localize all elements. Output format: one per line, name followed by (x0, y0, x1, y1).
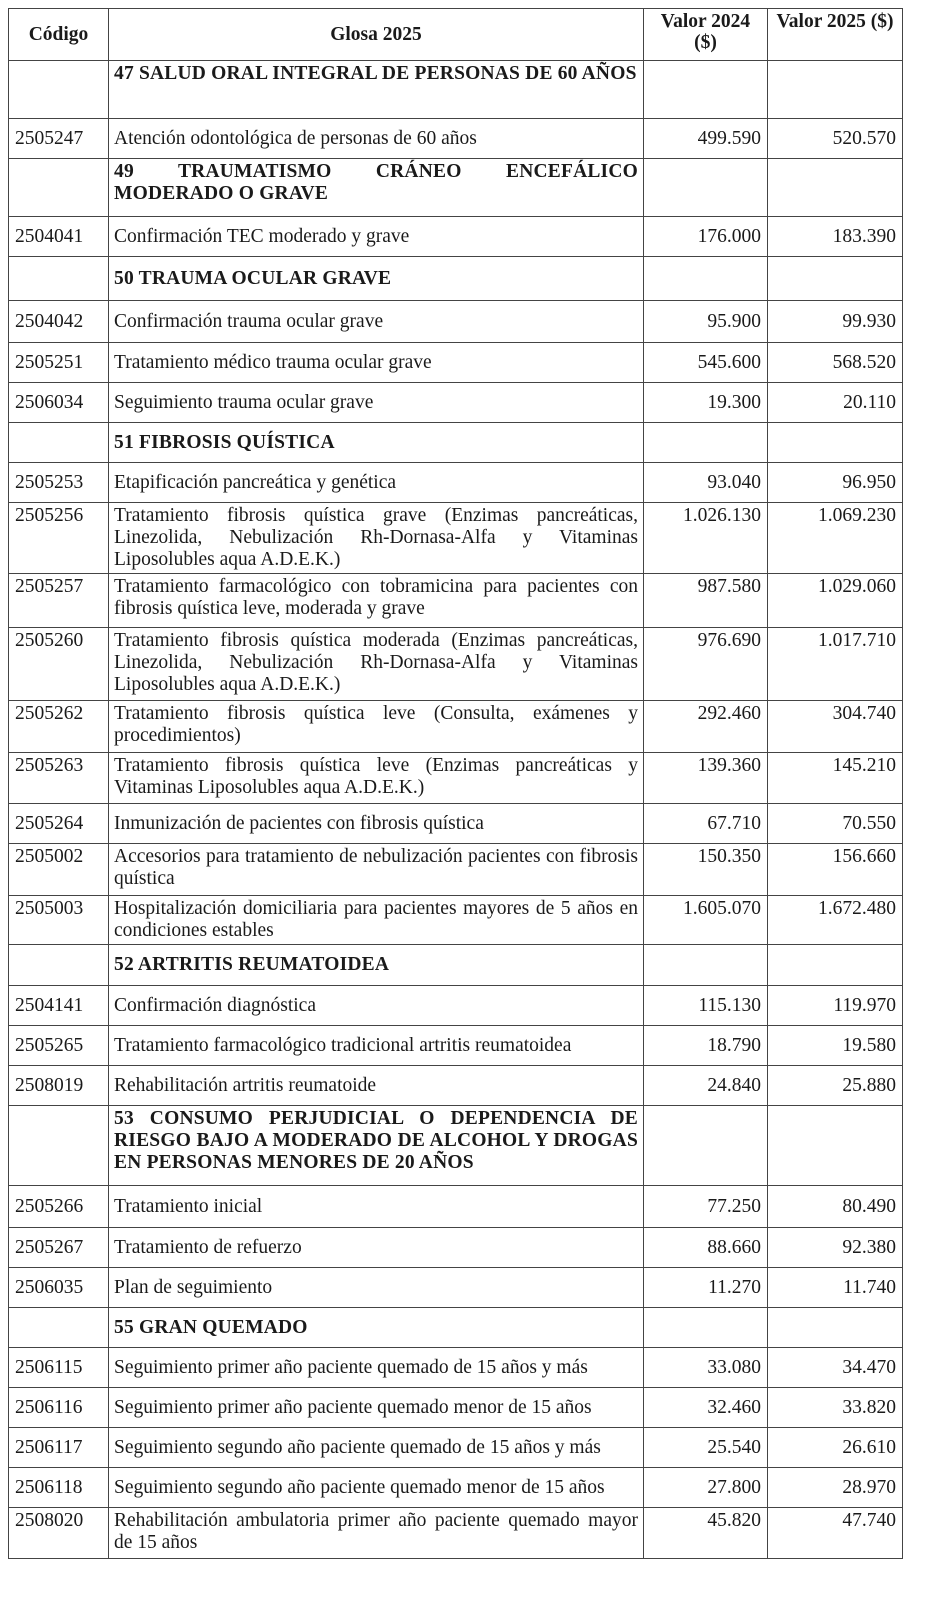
glosa-cell: Tratamiento fibrosis quística leve (Enzimas pancreáticas y Vitaminas Liposolubles aqua A.D.E.K.) (109, 753, 644, 804)
codigo-cell: 2506115 (9, 1348, 109, 1388)
codigo-cell: 2505247 (9, 119, 109, 159)
codigo-cell (9, 61, 109, 119)
codigo-cell (9, 1308, 109, 1348)
valor-2024-cell: 93.040 (644, 463, 768, 503)
codigo-cell: 2505263 (9, 753, 109, 804)
codigo-cell: 2506035 (9, 1268, 109, 1308)
valor-2024-cell (644, 1106, 768, 1186)
table-row (9, 1388, 903, 1428)
table-row (9, 383, 903, 423)
codigo-cell: 2505267 (9, 1228, 109, 1268)
codigo-cell: 2504042 (9, 301, 109, 343)
valor-2024-cell: 11.270 (644, 1268, 768, 1308)
codigo-cell: 2505260 (9, 628, 109, 701)
valor-2025-cell (768, 257, 903, 301)
valor-2025-cell: 33.820 (768, 1388, 903, 1428)
valor-2024-cell: 176.000 (644, 217, 768, 257)
valor-2024-cell (644, 257, 768, 301)
glosa-cell: Hospitalización domiciliaria para pacientes mayores de 5 años en condiciones estables (109, 896, 644, 945)
glosa-cell: Confirmación TEC moderado y grave (109, 217, 644, 257)
table-row (9, 1508, 903, 1559)
valor-2025-cell: 520.570 (768, 119, 903, 159)
valor-2024-cell: 1.605.070 (644, 896, 768, 945)
section-row (9, 1106, 903, 1186)
glosa-cell: Confirmación trauma ocular grave (109, 301, 644, 343)
valor-2024-cell: 25.540 (644, 1428, 768, 1468)
table-header-row (9, 9, 903, 61)
valor-2024-cell: 67.710 (644, 804, 768, 844)
glosa-cell: 49 TRAUMATISMO CRÁNEO ENCEFÁLICO MODERADO O GRAVE (109, 159, 644, 217)
codigo-cell: 2505264 (9, 804, 109, 844)
codigo-cell: 2508020 (9, 1508, 109, 1559)
codigo-cell: 2505251 (9, 343, 109, 383)
section-row (9, 423, 903, 463)
glosa-cell: Etapificación pancreática y genética (109, 463, 644, 503)
glosa-cell: Tratamiento farmacológico con tobramicina para pacientes con fibrosis quística leve, moderada y grave (109, 574, 644, 628)
codigo-cell (9, 257, 109, 301)
valor-2024-cell (644, 423, 768, 463)
glosa-cell: Tratamiento médico trauma ocular grave (109, 343, 644, 383)
valor-2024-cell: 24.840 (644, 1066, 768, 1106)
valor-2025-cell: 70.550 (768, 804, 903, 844)
valor-2025-cell: 47.740 (768, 1508, 903, 1559)
section-row (9, 257, 903, 301)
glosa-cell: 55 GRAN QUEMADO (109, 1308, 644, 1348)
glosa-cell: Plan de seguimiento (109, 1268, 644, 1308)
valor-2024-cell: 545.600 (644, 343, 768, 383)
table-row (9, 217, 903, 257)
valor-2024-cell: 292.460 (644, 701, 768, 753)
codigo-cell (9, 159, 109, 217)
header-valor-2024: Valor 2024 ($) (644, 9, 768, 61)
codigo-cell: 2505266 (9, 1186, 109, 1228)
valor-2025-cell: 80.490 (768, 1186, 903, 1228)
valor-2025-cell: 96.950 (768, 463, 903, 503)
codigo-cell (9, 423, 109, 463)
glosa-cell: Confirmación diagnóstica (109, 986, 644, 1026)
codigo-cell: 2506118 (9, 1468, 109, 1508)
valor-2024-cell: 77.250 (644, 1186, 768, 1228)
table-row (9, 896, 903, 945)
table-row (9, 1228, 903, 1268)
codigo-cell: 2506117 (9, 1428, 109, 1468)
valor-2024-cell: 18.790 (644, 1026, 768, 1066)
valor-2025-cell: 99.930 (768, 301, 903, 343)
table-row (9, 343, 903, 383)
valor-2024-cell: 33.080 (644, 1348, 768, 1388)
valor-2024-cell: 88.660 (644, 1228, 768, 1268)
valor-2024-cell: 987.580 (644, 574, 768, 628)
glosa-cell: Tratamiento inicial (109, 1186, 644, 1228)
glosa-cell: Rehabilitación ambulatoria primer año paciente quemado mayor de 15 años (109, 1508, 644, 1559)
valor-2024-cell: 1.026.130 (644, 503, 768, 574)
valor-2024-cell: 27.800 (644, 1468, 768, 1508)
glosa-cell: Inmunización de pacientes con fibrosis quística (109, 804, 644, 844)
valor-2025-cell: 1.017.710 (768, 628, 903, 701)
valor-2025-cell (768, 61, 903, 119)
section-row (9, 61, 903, 119)
table-row (9, 628, 903, 701)
glosa-cell: Rehabilitación artritis reumatoide (109, 1066, 644, 1106)
codigo-cell: 2506116 (9, 1388, 109, 1428)
valor-2024-cell: 115.130 (644, 986, 768, 1026)
valor-2025-cell (768, 423, 903, 463)
valor-2025-cell: 156.660 (768, 844, 903, 896)
valor-2024-cell: 150.350 (644, 844, 768, 896)
glosa-cell: Seguimiento segundo año paciente quemado menor de 15 años (109, 1468, 644, 1508)
table-row (9, 503, 903, 574)
glosa-cell: Seguimiento trauma ocular grave (109, 383, 644, 423)
table-row (9, 804, 903, 844)
table-row (9, 753, 903, 804)
codigo-cell: 2505256 (9, 503, 109, 574)
valor-2024-cell: 139.360 (644, 753, 768, 804)
valor-2025-cell: 568.520 (768, 343, 903, 383)
header-codigo: Código (9, 9, 109, 61)
table-row (9, 1268, 903, 1308)
glosa-cell: 53 CONSUMO PERJUDICIAL O DEPENDENCIA DE RIESGO BAJO A MODERADO DE ALCOHOL Y DROGAS EN PERSONAS MENORES DE 20 AÑOS (109, 1106, 644, 1186)
valor-2025-cell: 92.380 (768, 1228, 903, 1268)
table-row (9, 1026, 903, 1066)
glosa-cell: Accesorios para tratamiento de nebulización pacientes con fibrosis quística (109, 844, 644, 896)
valor-2025-cell: 26.610 (768, 1428, 903, 1468)
codigo-cell: 2508019 (9, 1066, 109, 1106)
glosa-cell: Tratamiento fibrosis quística grave (Enzimas pancreáticas, Linezolida, Nebulización Rh-Dornasa-Alfa y Vitaminas Liposolubles aqua A.D.E.K.) (109, 503, 644, 574)
glosa-cell: 47 SALUD ORAL INTEGRAL DE PERSONAS DE 60 AÑOS (109, 61, 644, 119)
codigo-cell: 2505253 (9, 463, 109, 503)
codigo-cell: 2505262 (9, 701, 109, 753)
table-row (9, 1428, 903, 1468)
glosa-cell: Tratamiento fibrosis quística leve (Consulta, exámenes y procedimientos) (109, 701, 644, 753)
codigo-cell (9, 945, 109, 986)
section-row (9, 159, 903, 217)
glosa-cell: Seguimiento segundo año paciente quemado de 15 años y más (109, 1428, 644, 1468)
valor-2025-cell: 34.470 (768, 1348, 903, 1388)
glosa-cell: 51 FIBROSIS QUÍSTICA (109, 423, 644, 463)
table-row (9, 1348, 903, 1388)
valor-2025-cell (768, 1308, 903, 1348)
valor-2025-cell: 19.580 (768, 1026, 903, 1066)
valor-2025-cell: 1.069.230 (768, 503, 903, 574)
table-row (9, 463, 903, 503)
valor-2024-cell: 499.590 (644, 119, 768, 159)
table-row (9, 1066, 903, 1106)
glosa-cell: Seguimiento primer año paciente quemado de 15 años y más (109, 1348, 644, 1388)
valor-2024-cell (644, 1308, 768, 1348)
table-row (9, 119, 903, 159)
glosa-cell: 50 TRAUMA OCULAR GRAVE (109, 257, 644, 301)
valor-2024-cell: 19.300 (644, 383, 768, 423)
codigo-cell: 2505003 (9, 896, 109, 945)
glosa-cell: Tratamiento fibrosis quística moderada (Enzimas pancreáticas, Linezolida, Nebulización Rh-Dornasa-Alfa y Vitaminas Liposolubles aqua A.D.E.K.) (109, 628, 644, 701)
glosa-cell: Tratamiento farmacológico tradicional artritis reumatoidea (109, 1026, 644, 1066)
valor-2025-cell: 11.740 (768, 1268, 903, 1308)
table-row (9, 986, 903, 1026)
section-row (9, 1308, 903, 1348)
valor-2025-cell: 1.672.480 (768, 896, 903, 945)
header-glosa: Glosa 2025 (109, 9, 644, 61)
table-row (9, 701, 903, 753)
valor-2025-cell: 20.110 (768, 383, 903, 423)
valor-2024-cell: 976.690 (644, 628, 768, 701)
valor-2025-cell: 28.970 (768, 1468, 903, 1508)
codigo-cell: 2505265 (9, 1026, 109, 1066)
valor-2025-cell: 145.210 (768, 753, 903, 804)
glosa-cell: Tratamiento de refuerzo (109, 1228, 644, 1268)
section-row (9, 945, 903, 986)
glosa-cell: Atención odontológica de personas de 60 años (109, 119, 644, 159)
valor-2025-cell: 304.740 (768, 701, 903, 753)
valor-2024-cell (644, 61, 768, 119)
header-valor-2025: Valor 2025 ($) (768, 9, 903, 61)
table-row (9, 574, 903, 628)
glosa-cell: Seguimiento primer año paciente quemado menor de 15 años (109, 1388, 644, 1428)
codigo-cell (9, 1106, 109, 1186)
valor-2024-cell: 32.460 (644, 1388, 768, 1428)
table-row (9, 844, 903, 896)
table-row (9, 1186, 903, 1228)
valor-2024-cell: 95.900 (644, 301, 768, 343)
valor-2025-cell (768, 159, 903, 217)
valor-2025-cell: 1.029.060 (768, 574, 903, 628)
table-row (9, 301, 903, 343)
valor-2024-cell (644, 159, 768, 217)
codigo-cell: 2504041 (9, 217, 109, 257)
valor-2024-cell (644, 945, 768, 986)
table-row (9, 1468, 903, 1508)
codigo-cell: 2506034 (9, 383, 109, 423)
valor-2025-cell: 25.880 (768, 1066, 903, 1106)
glosa-cell: 52 ARTRITIS REUMATOIDEA (109, 945, 644, 986)
codigo-cell: 2504141 (9, 986, 109, 1026)
codigo-cell: 2505002 (9, 844, 109, 896)
valor-2024-cell: 45.820 (644, 1508, 768, 1559)
valor-2025-cell (768, 945, 903, 986)
table-body (9, 61, 903, 1559)
valor-2025-cell: 119.970 (768, 986, 903, 1026)
tariff-table (8, 8, 903, 1559)
valor-2025-cell (768, 1106, 903, 1186)
valor-2025-cell: 183.390 (768, 217, 903, 257)
codigo-cell: 2505257 (9, 574, 109, 628)
